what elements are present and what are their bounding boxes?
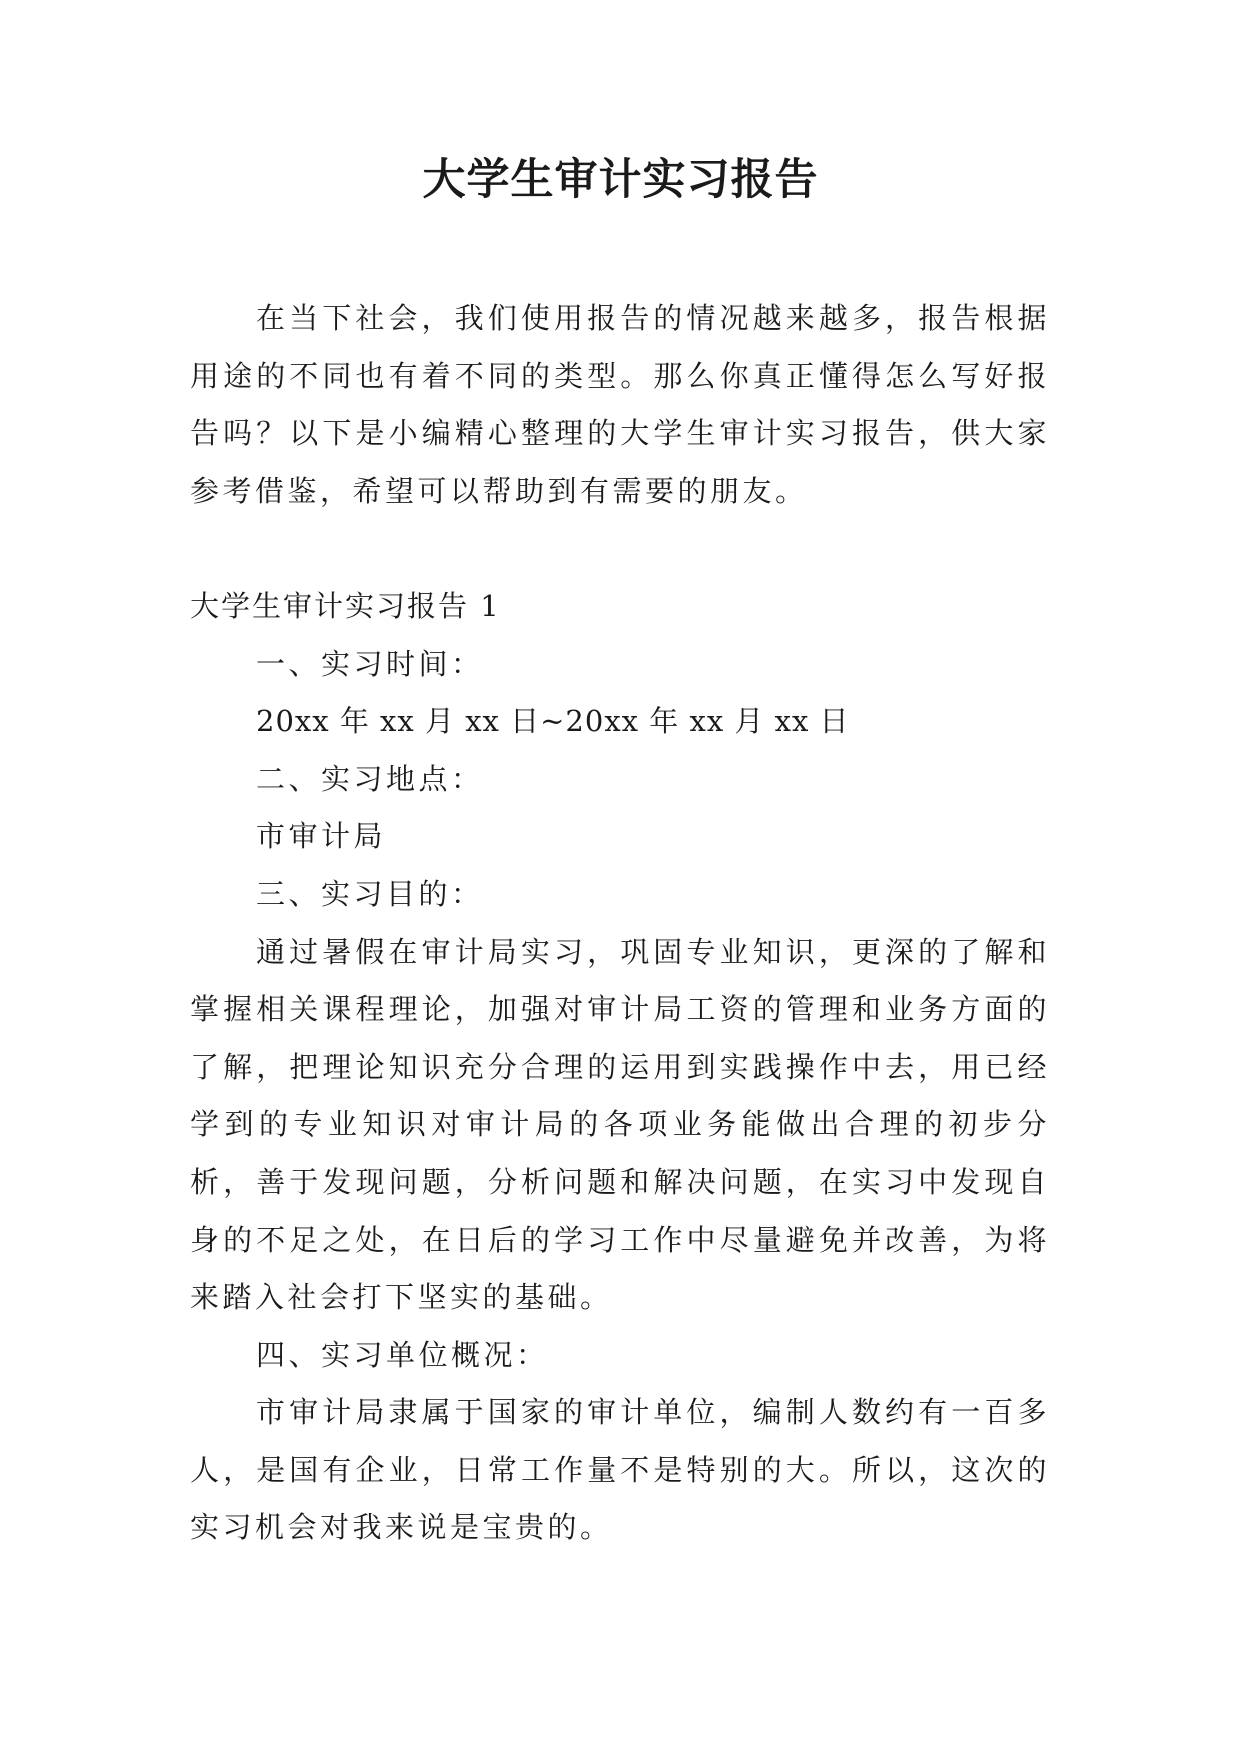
heading-internship-location: 二、实习地点： bbox=[256, 761, 484, 796]
document-body bbox=[190, 290, 1050, 1557]
intro-paragraph: 在当下社会，我们使用报告的情况越来越多，报告根据用途的不同也有着不同的类型。那么你真正懂得怎么写好报告吗？以下是小编精心整理的大学生审计实习报告，供大家参考借鉴，希望可以帮助到有需要的朋友。 bbox=[190, 301, 1050, 508]
section-title: 大学生审计实习报告 1 bbox=[190, 588, 501, 623]
heading-unit-overview: 四、实习单位概况： bbox=[256, 1337, 549, 1372]
internship-time-value: 20xx 年 xx 月 xx 日~20xx 年 xx 月 xx 日 bbox=[256, 704, 850, 739]
paragraph-spacer bbox=[190, 520, 1050, 578]
internship-location-value: 市审计局 bbox=[256, 819, 387, 854]
document-title: 大学生审计实习报告 bbox=[422, 155, 819, 205]
heading-internship-purpose: 三、实习目的： bbox=[256, 876, 484, 911]
heading-internship-time: 一、实习时间： bbox=[256, 646, 484, 681]
unit-overview-paragraph: 市审计局隶属于国家的审计单位，编制人数约有一百多人，是国有企业，日常工作量不是特别的大。所以，这次的实习机会对我来说是宝贵的。 bbox=[190, 1395, 1050, 1545]
internship-purpose-paragraph: 通过暑假在审计局实习，巩固专业知识，更深的了解和掌握相关课程理论，加强对审计局工资的管理和业务方面的了解，把理论知识充分合理的运用到实践操作中去，用已经学到的专业知识对审计局的各项业务能做出合理的初步分析，善于发现问题，分析问题和解决问题，在实习中发现自身的不足之处，在日后的学习工作中尽量避免并改善，为将来踏入社会打下坚实的基础。 bbox=[190, 934, 1050, 1315]
